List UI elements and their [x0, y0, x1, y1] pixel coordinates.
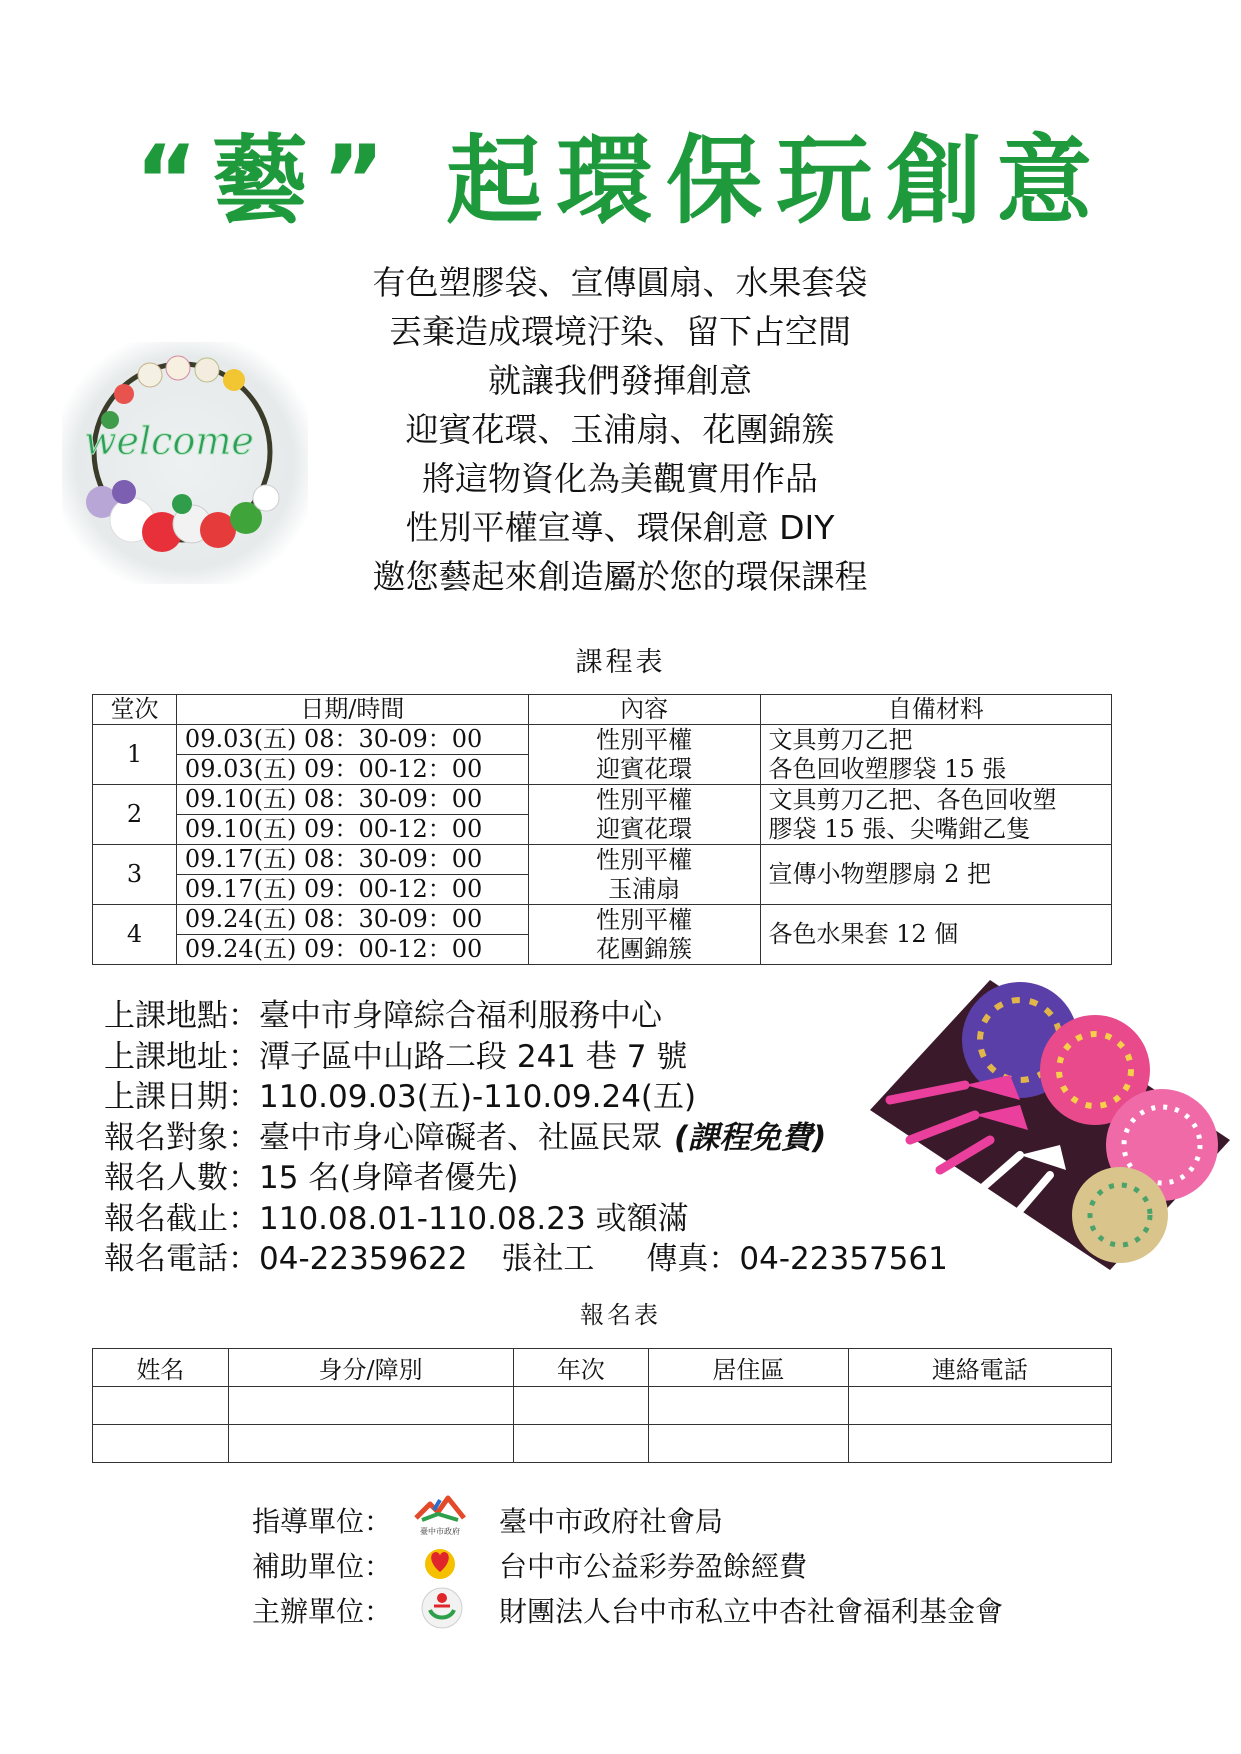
course-table	[92, 694, 1112, 965]
organizer-row	[252, 1545, 808, 1585]
organizer-label: 補助單位：	[252, 1550, 393, 1583]
session-time: 09.03(五) 08：30-09：00	[176, 725, 528, 755]
taichung-government-logo	[408, 1492, 472, 1536]
session-number: 2	[93, 785, 177, 845]
poster-title: “藝” 起環保玩創意	[134, 125, 1107, 237]
intro-text	[300, 258, 940, 601]
signup-cell[interactable]	[649, 1387, 848, 1425]
session-time: 09.10(五) 09：00-12：00	[176, 815, 528, 845]
table-header-cell: 連絡電話	[848, 1349, 1111, 1387]
info-contact-row	[104, 1239, 948, 1280]
info-phone: 報名電話：04-22359622	[104, 1241, 468, 1277]
session-content	[528, 725, 760, 785]
table-header-cell: 姓名	[93, 1349, 229, 1387]
table-header-cell: 身分/障別	[228, 1349, 513, 1387]
organizer-row	[252, 1500, 724, 1540]
table-header-cell: 內容	[528, 695, 760, 725]
info-contact: 張社工	[501, 1241, 595, 1277]
table-row	[93, 785, 1112, 815]
session-materials: 文具剪刀乙把、各色回收塑 膠袋 15 張、尖嘴鉗乙隻	[760, 785, 1112, 845]
content-line: 迎賓花環	[596, 814, 693, 843]
session-time: 09.24(五) 08：30-09：00	[176, 905, 528, 935]
content-line: 性別平權	[596, 845, 693, 874]
signup-cell[interactable]	[848, 1387, 1111, 1425]
session-number: 4	[93, 905, 177, 965]
info-audience-row	[104, 1118, 948, 1159]
signup-cell[interactable]	[513, 1425, 649, 1463]
table-header-cell: 自備材料	[760, 695, 1112, 725]
wreath-photo	[62, 342, 308, 584]
organizer-label: 指導單位：	[252, 1505, 393, 1538]
session-content	[528, 845, 760, 905]
signup-cell[interactable]	[93, 1387, 229, 1425]
signup-cell[interactable]	[649, 1425, 848, 1463]
table-row	[93, 725, 1112, 755]
content-line: 性別平權	[596, 905, 693, 934]
intro-line: 丟棄造成環境汙染、留下占空間	[389, 312, 851, 351]
course-info	[104, 996, 948, 1280]
organizer-label: 主辦單位：	[252, 1595, 393, 1628]
info-audience: 報名對象：臺中市身心障礙者、社區民眾	[104, 1119, 662, 1156]
table-header-cell: 日期/時間	[176, 695, 528, 725]
session-content	[528, 785, 760, 845]
table-row	[93, 1387, 1112, 1425]
content-line: 性別平權	[596, 725, 693, 754]
free-note: (課程免費)	[674, 1119, 827, 1156]
info-fax: 傳真：04-22357561	[646, 1241, 948, 1277]
table-header-cell: 年次	[513, 1349, 649, 1387]
lottery-logo	[420, 1542, 460, 1582]
logo-caption: 臺中市政府	[420, 1527, 460, 1536]
table-header-row	[93, 695, 1112, 725]
organizer-row	[252, 1590, 1004, 1630]
intro-line: 有色塑膠袋、宣傳圓扇、水果套袋	[372, 263, 868, 302]
intro-line: 邀您藝起來創造屬於您的環保課程	[372, 557, 868, 596]
table-header-row	[93, 1349, 1112, 1387]
foundation-logo	[420, 1586, 464, 1630]
content-line: 性別平權	[596, 785, 693, 814]
session-time: 09.24(五) 09：00-12：00	[176, 935, 528, 965]
session-time: 09.17(五) 08：30-09：00	[176, 845, 528, 875]
session-content	[528, 905, 760, 965]
info-deadline: 報名截止：110.08.01-110.08.23 或額滿	[104, 1200, 689, 1237]
table-header-cell: 居住區	[649, 1349, 848, 1387]
intro-line: 迎賓花環、玉浦扇、花團錦簇	[405, 410, 835, 449]
session-number: 1	[93, 725, 177, 785]
session-time: 09.10(五) 08：30-09：00	[176, 785, 528, 815]
info-location: 上課地點：臺中市身障綜合福利服務中心	[104, 998, 662, 1034]
table-row	[93, 845, 1112, 875]
session-materials: 各色水果套 12 個	[760, 905, 1112, 965]
course-table-title: 課程表	[575, 647, 666, 678]
info-address: 上課地址：潭子區中山路二段 241 巷 7 號	[104, 1038, 688, 1075]
table-row	[93, 1425, 1112, 1463]
info-dates: 上課日期：110.09.03(五)-110.09.24(五)	[104, 1079, 697, 1115]
intro-line: 就讓我們發揮創意	[488, 361, 752, 400]
organizer-name: 財團法人台中市私立中杏社會福利基金會	[499, 1595, 1004, 1628]
intro-line: 性別平權宣導、環保創意 DIY	[405, 508, 835, 547]
intro-line: 將這物資化為美觀實用作品	[422, 459, 818, 498]
signup-cell[interactable]	[513, 1387, 649, 1425]
signup-cell[interactable]	[93, 1425, 229, 1463]
organizer-name: 臺中市政府社會局	[499, 1505, 724, 1538]
signup-table	[92, 1348, 1112, 1463]
session-number: 3	[93, 845, 177, 905]
session-time: 09.03(五) 09：00-12：00	[176, 755, 528, 785]
signup-table-title: 報名表	[580, 1301, 661, 1329]
content-line: 花團錦簇	[596, 934, 693, 963]
table-row	[93, 905, 1112, 935]
session-materials: 宣傳小物塑膠扇 2 把	[760, 845, 1112, 905]
session-time: 09.17(五) 09：00-12：00	[176, 875, 528, 905]
organizer-name: 台中市公益彩券盈餘經費	[499, 1550, 808, 1583]
signup-cell[interactable]	[848, 1425, 1111, 1463]
content-line: 迎賓花環	[596, 754, 693, 783]
session-materials: 文具剪刀乙把 各色回收塑膠袋 15 張	[760, 725, 1112, 785]
content-line: 玉浦扇	[608, 874, 681, 903]
signup-cell[interactable]	[228, 1387, 513, 1425]
signup-cell[interactable]	[228, 1425, 513, 1463]
info-capacity: 報名人數：15 名(身障者優先)	[104, 1160, 519, 1196]
table-header-cell: 堂次	[93, 695, 177, 725]
wreath-welcome-text: welcome	[84, 419, 254, 463]
